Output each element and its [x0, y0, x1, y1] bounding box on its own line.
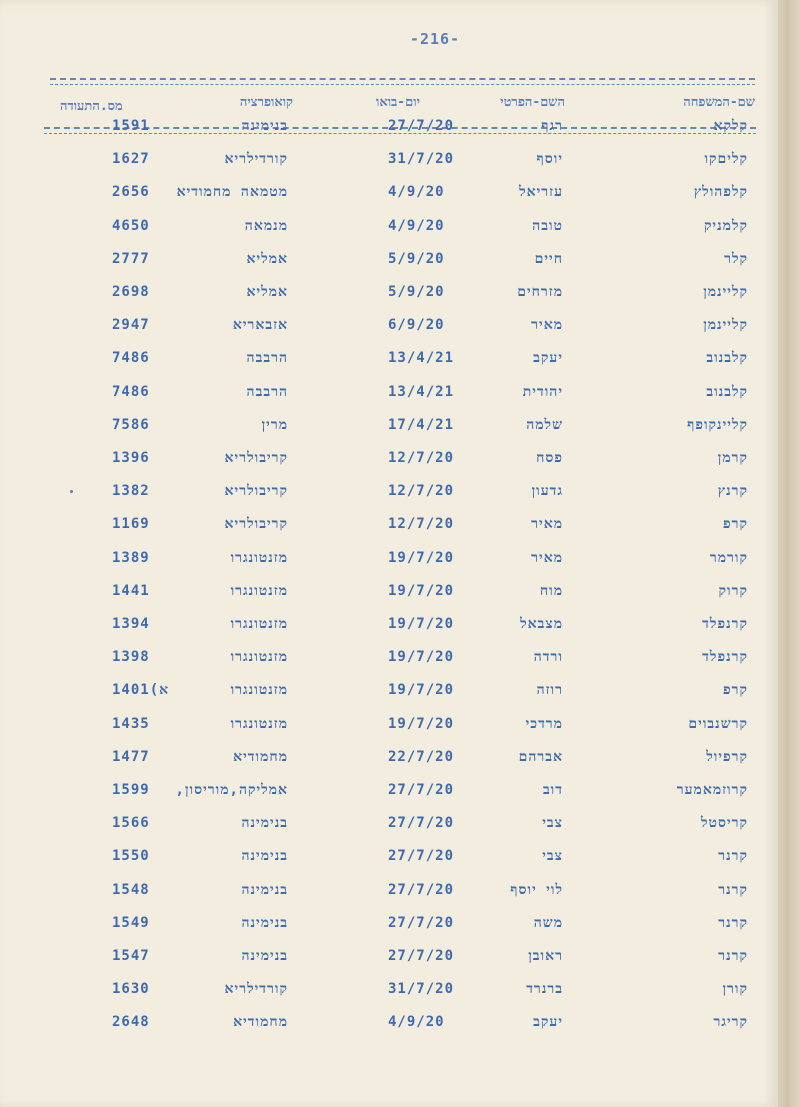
cell-certificate-no: 1477: [112, 748, 150, 765]
cell-arrival-date: 4/9/20: [388, 1014, 445, 1031]
cell-surname: קליםקו: [704, 151, 748, 168]
cell-first-name: מאיר: [531, 549, 563, 566]
table-header: [50, 88, 755, 122]
header-surname: שם-המשפחה: [683, 95, 755, 110]
table-row: [0, 716, 778, 749]
cell-certificate-no: 1566: [112, 815, 150, 832]
table-row: [0, 948, 778, 981]
table-row: [0, 782, 778, 815]
cell-surname: קריסטל: [700, 815, 748, 832]
cell-settlement: מזנטונגרו: [230, 682, 288, 699]
cell-certificate-no: 1550: [112, 848, 150, 865]
table-row: [0, 516, 778, 549]
cell-surname: קרנפלד: [702, 616, 748, 632]
table-row: [0, 981, 778, 1014]
cell-settlement: קורדילריא: [224, 151, 288, 168]
cell-surname: קרפ: [723, 682, 748, 699]
cell-first-name: משה: [533, 914, 563, 931]
cell-certificate-no: 4650: [112, 217, 150, 234]
cell-settlement: קריבולריא: [224, 483, 288, 500]
cell-certificate-no: 1441: [112, 582, 150, 599]
cell-first-name: צבי: [542, 848, 563, 865]
header-first-name: השם-הפרטי: [500, 95, 565, 110]
cell-certificate-no: 1169: [112, 516, 150, 533]
table-row: [0, 483, 778, 516]
cell-certificate-no: 7486: [112, 350, 150, 367]
cell-settlement: מזנטונגרו: [230, 616, 288, 632]
table-row: [0, 550, 778, 583]
cell-arrival-date: 31/7/20: [388, 981, 455, 998]
cell-first-name: גדעון: [531, 483, 563, 500]
header-settlement: קואופרציה: [239, 95, 293, 110]
table-row: [0, 350, 778, 383]
cell-certificate-no: 2648: [112, 1014, 150, 1031]
cell-arrival-date: 31/7/20: [388, 151, 455, 168]
cell-first-name: צבי: [542, 815, 563, 832]
cell-certificate-no: 1627: [112, 151, 150, 168]
table-row: [0, 749, 778, 782]
cell-arrival-date: 22/7/20: [388, 748, 455, 765]
cell-first-name: מזרחים: [517, 284, 563, 300]
page-number: -216-: [409, 30, 461, 48]
cell-first-name: אברהם: [518, 748, 563, 765]
cell-first-name: ברנרד: [526, 981, 563, 998]
cell-settlement: קורדילריא: [224, 981, 288, 998]
table-row: [0, 184, 778, 217]
cell-arrival-date: 27/7/20: [388, 848, 455, 865]
cell-arrival-date: 4/9/20: [388, 217, 445, 234]
cell-surname: קרשנבוים: [688, 715, 748, 732]
cell-arrival-date: 19/7/20: [388, 582, 455, 599]
table-row: [0, 450, 778, 483]
cell-arrival-date: 19/7/20: [388, 616, 455, 632]
cell-first-name: יהודית: [522, 383, 563, 400]
cell-arrival-date: 27/7/20: [388, 948, 455, 964]
cell-arrival-date: 17/4/21: [388, 416, 455, 433]
table-row: [0, 915, 778, 948]
cell-settlement: מטמאה מחמודיא: [176, 184, 288, 201]
cell-settlement: בנימינה: [241, 914, 288, 931]
cell-arrival-date: 27/7/20: [388, 782, 455, 798]
header-certificate-no: מס.התעודה: [60, 99, 123, 114]
cell-surname: קרפיול: [706, 748, 748, 765]
cell-settlement: בנימינה: [241, 848, 288, 865]
table-row: [0, 882, 778, 915]
cell-first-name: שלמה: [526, 416, 563, 433]
cell-surname: קרמן: [717, 450, 748, 466]
cell-certificate-no: 7586: [112, 416, 150, 433]
cell-settlement: הרבבה: [246, 350, 288, 367]
cell-surname: קרנר: [718, 914, 748, 931]
table-row: [0, 151, 778, 184]
table-row: [0, 682, 778, 715]
cell-first-name: מצבאל: [520, 616, 563, 632]
cell-arrival-date: 27/7/20: [388, 881, 455, 898]
cell-certificate-no: 1547: [112, 948, 150, 964]
cell-surname: קליינמן: [703, 284, 748, 300]
cell-surname: קורמר: [709, 549, 748, 566]
cell-surname: קרנר: [718, 848, 748, 865]
table-row: [0, 251, 778, 284]
cell-arrival-date: 27/7/20: [388, 815, 455, 832]
cell-first-name: ראובן: [528, 948, 563, 964]
page-edge: [778, 0, 800, 1107]
cell-arrival-date: 4/9/20: [388, 184, 445, 201]
cell-surname: קרנר: [718, 948, 748, 964]
cell-first-name: מרדכי: [525, 715, 563, 732]
cell-first-name: פסח: [536, 450, 563, 466]
cell-first-name: יעקב: [533, 1014, 563, 1031]
cell-arrival-date: 12/7/20: [388, 450, 455, 466]
ink-speck: [70, 490, 73, 493]
cell-settlement: אמליא: [246, 284, 288, 300]
cell-settlement: קריבולריא: [224, 450, 288, 466]
cell-surname: קרפ: [723, 516, 748, 533]
cell-certificate-no: 1396: [112, 450, 150, 466]
header-arrival-date: יום-בואו: [376, 95, 420, 110]
cell-first-name: חיים: [534, 250, 563, 267]
table-row: [0, 1014, 778, 1047]
cell-certificate-no: 1389: [112, 549, 150, 566]
cell-surname: קלמניק: [703, 217, 748, 234]
cell-settlement: מרין: [261, 416, 288, 433]
cell-certificate-no: 1435: [112, 715, 150, 732]
cell-arrival-date: 12/7/20: [388, 516, 455, 533]
cell-surname: קליינמן: [703, 317, 748, 334]
cell-first-name: טובה: [532, 217, 563, 234]
cell-settlement: בנימינה: [241, 815, 288, 832]
cell-first-name: רגף: [541, 118, 563, 134]
cell-surname: קרנר: [718, 881, 748, 898]
cell-settlement: בנימינה: [241, 118, 288, 134]
cell-surname: קרנץ: [717, 483, 748, 500]
cell-certificate-no: 1394: [112, 616, 150, 632]
cell-settlement: מזנטונגרו: [230, 582, 288, 599]
table-row: [0, 848, 778, 881]
cell-settlement: אמליקה,מוריסון,: [175, 782, 288, 798]
cell-settlement: בנימינה: [241, 948, 288, 964]
cell-settlement: מחמודיא: [233, 748, 288, 765]
cell-arrival-date: 5/9/20: [388, 284, 445, 300]
cell-surname: קלר: [724, 250, 748, 267]
table-row: [0, 118, 778, 151]
cell-first-name: מאיר: [531, 516, 563, 533]
cell-first-name: ורדה: [533, 649, 563, 666]
cell-arrival-date: 5/9/20: [388, 250, 445, 267]
table-row: [0, 284, 778, 317]
cell-first-name: יוסף: [536, 151, 563, 168]
cell-first-name: יעקב: [533, 350, 563, 367]
table-row: [0, 616, 778, 649]
cell-certificate-no: 1398: [112, 649, 150, 666]
cell-surname: קלבנוב: [706, 350, 748, 367]
cell-settlement: מנמאה: [244, 217, 288, 234]
cell-certificate-no: 1382: [112, 483, 150, 500]
cell-settlement: מחמודיא: [233, 1014, 288, 1031]
table-row: [0, 317, 778, 350]
cell-first-name: מאיר: [531, 317, 563, 334]
cell-surname: קלבנוב: [706, 383, 748, 400]
cell-arrival-date: 27/7/20: [388, 914, 455, 931]
cell-first-name: עזריאל: [519, 184, 563, 201]
cell-arrival-date: 6/9/20: [388, 317, 445, 334]
table-row: [0, 583, 778, 616]
cell-certificate-no: 7486: [112, 383, 150, 400]
cell-certificate-no: 2698: [112, 284, 150, 300]
table-row: [0, 384, 778, 417]
cell-surname: קרוזמאמער: [676, 782, 748, 798]
cell-settlement: בנימינה: [241, 881, 288, 898]
cell-certificate-no: 2947: [112, 317, 150, 334]
cell-surname: קרנפלד: [702, 649, 748, 666]
cell-surname: קרוק: [718, 582, 748, 599]
cell-first-name: רוזה: [536, 682, 563, 699]
cell-settlement: מזנטונגרו: [230, 549, 288, 566]
table-row: [0, 218, 778, 251]
cell-settlement: אמליא: [246, 250, 288, 267]
cell-surname: קורן: [722, 981, 748, 998]
cell-surname: קלקא: [713, 118, 748, 134]
cell-surname: קליינקופף: [687, 416, 748, 433]
cell-settlement: מזנטונגרו: [230, 649, 288, 666]
table-row: [0, 815, 778, 848]
cell-certificate-no: 2777: [112, 250, 150, 267]
cell-arrival-date: 27/7/20: [388, 118, 455, 134]
cell-first-name: מוח: [539, 582, 563, 599]
cell-arrival-date: 19/7/20: [388, 682, 455, 699]
cell-certificate-no: 1599: [112, 782, 150, 798]
cell-arrival-date: 19/7/20: [388, 649, 455, 666]
cell-arrival-date: 13/4/21: [388, 383, 455, 400]
cell-settlement: הרבבה: [246, 383, 288, 400]
cell-settlement: מזנטונגרו: [230, 715, 288, 732]
cell-arrival-date: 19/7/20: [388, 549, 455, 566]
cell-first-name: לוי יוסף: [510, 881, 563, 898]
cell-certificate-no: 1591: [112, 118, 150, 134]
top-rule: [50, 78, 755, 80]
cell-certificate-no: 1630: [112, 981, 150, 998]
cell-arrival-date: 19/7/20: [388, 715, 455, 732]
cell-settlement: קריבולריא: [224, 516, 288, 533]
cell-certificate-no: 2656: [112, 184, 150, 201]
cell-surname: קריגר: [713, 1014, 748, 1031]
cell-first-name: דוב: [542, 782, 563, 798]
table-row: [0, 417, 778, 450]
cell-certificate-no: 1401(א: [112, 682, 170, 699]
cell-arrival-date: 12/7/20: [388, 483, 455, 500]
cell-arrival-date: 13/4/21: [388, 350, 455, 367]
cell-settlement: אזבאריא: [232, 317, 288, 334]
cell-surname: קלפהולץ: [693, 184, 748, 201]
cell-certificate-no: 1548: [112, 881, 150, 898]
top-rule-thin: [50, 84, 755, 85]
cell-certificate-no: 1549: [112, 914, 150, 931]
table-row: [0, 649, 778, 682]
